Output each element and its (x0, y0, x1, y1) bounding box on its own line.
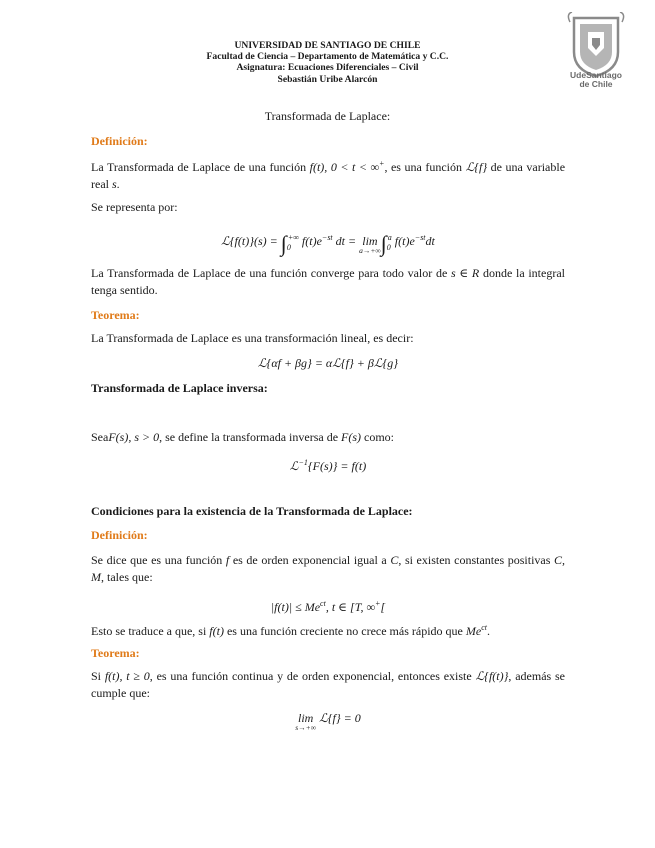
inverse-equation: ℒ$^{-1}${F(s)} = f(t) (289, 458, 367, 473)
exponential-order-paragraph: Se dice que es una función f es de orden exponencial igual a C, si existen constantes positivas C, M, tales que: (91, 553, 566, 584)
theorem-heading: Teorema: (91, 308, 140, 322)
represent-text: Se representa por: (91, 200, 178, 214)
header-line2: Facultad de Ciencia – Departamento de Matemática y C.C. (206, 51, 449, 63)
theorem2-heading: Teorema: (91, 646, 140, 660)
header-line3: Asignatura: Ecuaciones Diferenciales – Civil (236, 62, 419, 74)
header-line1: UNIVERSIDAD DE SANTIAGO DE CHILE (234, 40, 421, 51)
header-line4: Sebastián Uribe Alarcón (277, 73, 378, 85)
document-header (0, 40, 655, 85)
document-title: Transformada de Laplace: (264, 109, 391, 123)
existence-paragraph: Si f(t), t ≥ 0, es una función continua y de orden exponencial, entonces existe ℒ{f(t)}, además se cumple que: (91, 669, 565, 700)
definition-paragraph: La Transformada de Laplace de una función f(t), 0 < t < ∞+, es una función ℒ{f} de una variable real s. (91, 159, 566, 191)
linearity-equation: ℒ{αf + βg} = αℒ{f} + βℒ{g} (257, 356, 399, 370)
definition-heading: Definición: (91, 134, 148, 148)
convergence-paragraph: La Transformada de Laplace de una función converge para todo valor de s ∈ R donde la integral tenga sentido. (91, 266, 565, 297)
growth-paragraph: Esto se traduce a que, si f(t) es una función creciente no crece más rápido que $Me^{ct}$. (91, 623, 490, 638)
logo-line1: UdeSantiago (570, 70, 622, 80)
inverse-paragraph: SeaF(s), s > 0, se define la transformada inversa de F(s) como: (91, 430, 395, 444)
conditions-heading: Condiciones para la existencia de la Transformada de Laplace: (91, 504, 413, 518)
logo-line2: de Chile (579, 79, 613, 89)
inverse-heading: Transformada de Laplace inversa: (91, 381, 268, 395)
theorem-paragraph: La Transformada de Laplace es una transformación lineal, es decir: (91, 331, 414, 345)
laplace-definition-equation: ℒ{f(t)}(s) = $\int_0^{+\infty}$ $f(t)e^{-st}$ dt = lim a→+∞ $\int_0^a$ $f(t)e^{-st}dt$ (221, 231, 435, 256)
exponential-order-equation: $|f(t)| \le Me^{ct}$, t ∈ [T, ∞+[ (270, 599, 386, 614)
limit-equation: lim s→+∞ ℒ{f} = 0 (295, 711, 361, 732)
definition2-heading: Definición: (91, 528, 148, 542)
